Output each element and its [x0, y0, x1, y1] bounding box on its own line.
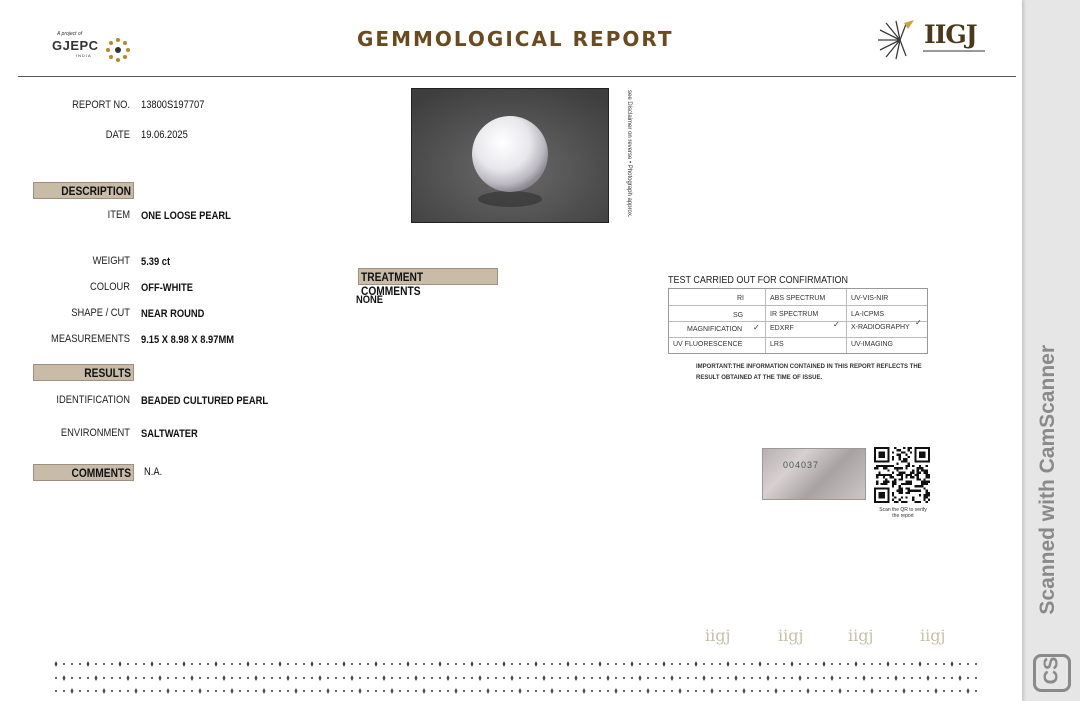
pearl-photograph	[411, 88, 609, 223]
iigj-subtitle-rule	[923, 50, 985, 52]
treatment-heading: TREATMENT COMMENTS	[358, 268, 498, 285]
tests-grid	[668, 288, 928, 354]
check-edxrf-icon: ✓	[833, 320, 840, 329]
test-ri: RI	[737, 295, 744, 302]
header-divider	[18, 76, 1016, 77]
qr-code-icon[interactable]	[874, 447, 930, 503]
hologram-number: 004037	[783, 460, 820, 470]
gjepc-logo-text: GJEPC	[52, 38, 99, 53]
comments-value: N.A.	[144, 466, 163, 478]
results-heading: RESULTS	[33, 364, 134, 381]
shape-value: NEAR ROUND	[141, 308, 205, 320]
item-label: ITEM	[107, 209, 130, 221]
gjepc-tagline: A project of	[57, 31, 83, 37]
qr-caption: Scan the QR to verify the report	[879, 507, 927, 519]
iigj-logo: IIGJ	[924, 20, 977, 49]
important-lead: IMPORTANT:	[696, 364, 733, 370]
test-uv-vis-nir: UV-VIS-NIR	[851, 295, 889, 302]
test-ir-spectrum: IR SPECTRUM	[770, 311, 819, 318]
gjepc-country: INDIA	[76, 53, 92, 58]
security-hologram	[762, 448, 866, 500]
camscanner-watermark: Scanned with CamScanner	[1036, 345, 1059, 615]
treatment-value: NONE	[356, 294, 384, 306]
iigj-burst-icon	[874, 20, 916, 60]
identification-label: IDENTIFICATION	[56, 394, 130, 406]
identification-value: BEADED CULTURED PEARL	[141, 395, 269, 407]
test-x-radiography: X-RADIOGRAPHY	[851, 324, 910, 331]
check-x-radiography-icon: ✓	[915, 318, 922, 327]
date-label: DATE	[105, 129, 130, 141]
pearl-image	[412, 89, 609, 223]
grid-divider	[669, 321, 927, 322]
comments-heading: COMMENTS	[33, 464, 134, 481]
gjepc-emblem-icon	[105, 37, 131, 63]
report-no-value: 13800S197707	[141, 99, 205, 111]
camscanner-badge-text: CS	[1040, 656, 1063, 685]
photo-disclaimer: see Disclaimer on reverse • Photograph approx.	[626, 90, 632, 218]
colour-label: COLOUR	[89, 281, 130, 293]
date-value: 19.06.2025	[141, 129, 188, 141]
test-la-icpms: LA-ICPMS	[851, 311, 885, 318]
test-lrs: LRS	[770, 341, 784, 348]
environment-label: ENVIRONMENT	[60, 427, 131, 439]
iigj-watermark: iigj	[848, 626, 874, 645]
iigj-watermark: iigj	[920, 626, 946, 645]
measurements-value: 9.15 X 8.98 X 8.97MM	[141, 334, 235, 346]
check-magnification-icon: ✓	[753, 323, 760, 332]
measurements-label: MEASUREMENTS	[51, 333, 130, 345]
environment-value: SALTWATER	[141, 428, 198, 440]
iigj-watermark: iigj	[705, 626, 731, 645]
iigj-watermark: iigj	[778, 626, 804, 645]
report-no-label: REPORT NO.	[72, 99, 130, 111]
test-magnification: MAGNIFICATION	[687, 326, 743, 333]
test-abs-spectrum: ABS SPECTRUM	[770, 295, 826, 302]
important-notice	[696, 362, 936, 384]
grid-divider	[669, 337, 927, 338]
test-uv-imaging: UV-IMAGING	[851, 341, 894, 348]
footer-dot-pattern	[52, 660, 982, 668]
test-sg: SG	[733, 312, 744, 319]
footer-dot-pattern	[52, 687, 982, 695]
report-title: GEMMOLOGICAL REPORT	[357, 27, 674, 51]
important-text: THE INFORMATION CONTAINED IN THIS REPORT REFLECTS THE RESULT OBTAINED AT THE TIME OF ISSUE.	[696, 364, 922, 381]
weight-value: 5.39 ct	[141, 256, 171, 268]
test-uv-fluorescence: UV FLUORESCENCE	[673, 341, 743, 348]
shape-label: SHAPE / CUT	[71, 307, 130, 319]
description-heading: DESCRIPTION	[33, 182, 134, 199]
tests-title: TEST CARRIED OUT FOR CONFIRMATION	[668, 275, 849, 286]
weight-label: WEIGHT	[92, 255, 130, 267]
grid-divider	[669, 305, 927, 306]
colour-value: OFF-WHITE	[141, 282, 193, 294]
footer-dot-pattern	[52, 674, 982, 682]
test-edxrf: EDXRF	[770, 325, 794, 332]
item-value: ONE LOOSE PEARL	[141, 210, 231, 222]
